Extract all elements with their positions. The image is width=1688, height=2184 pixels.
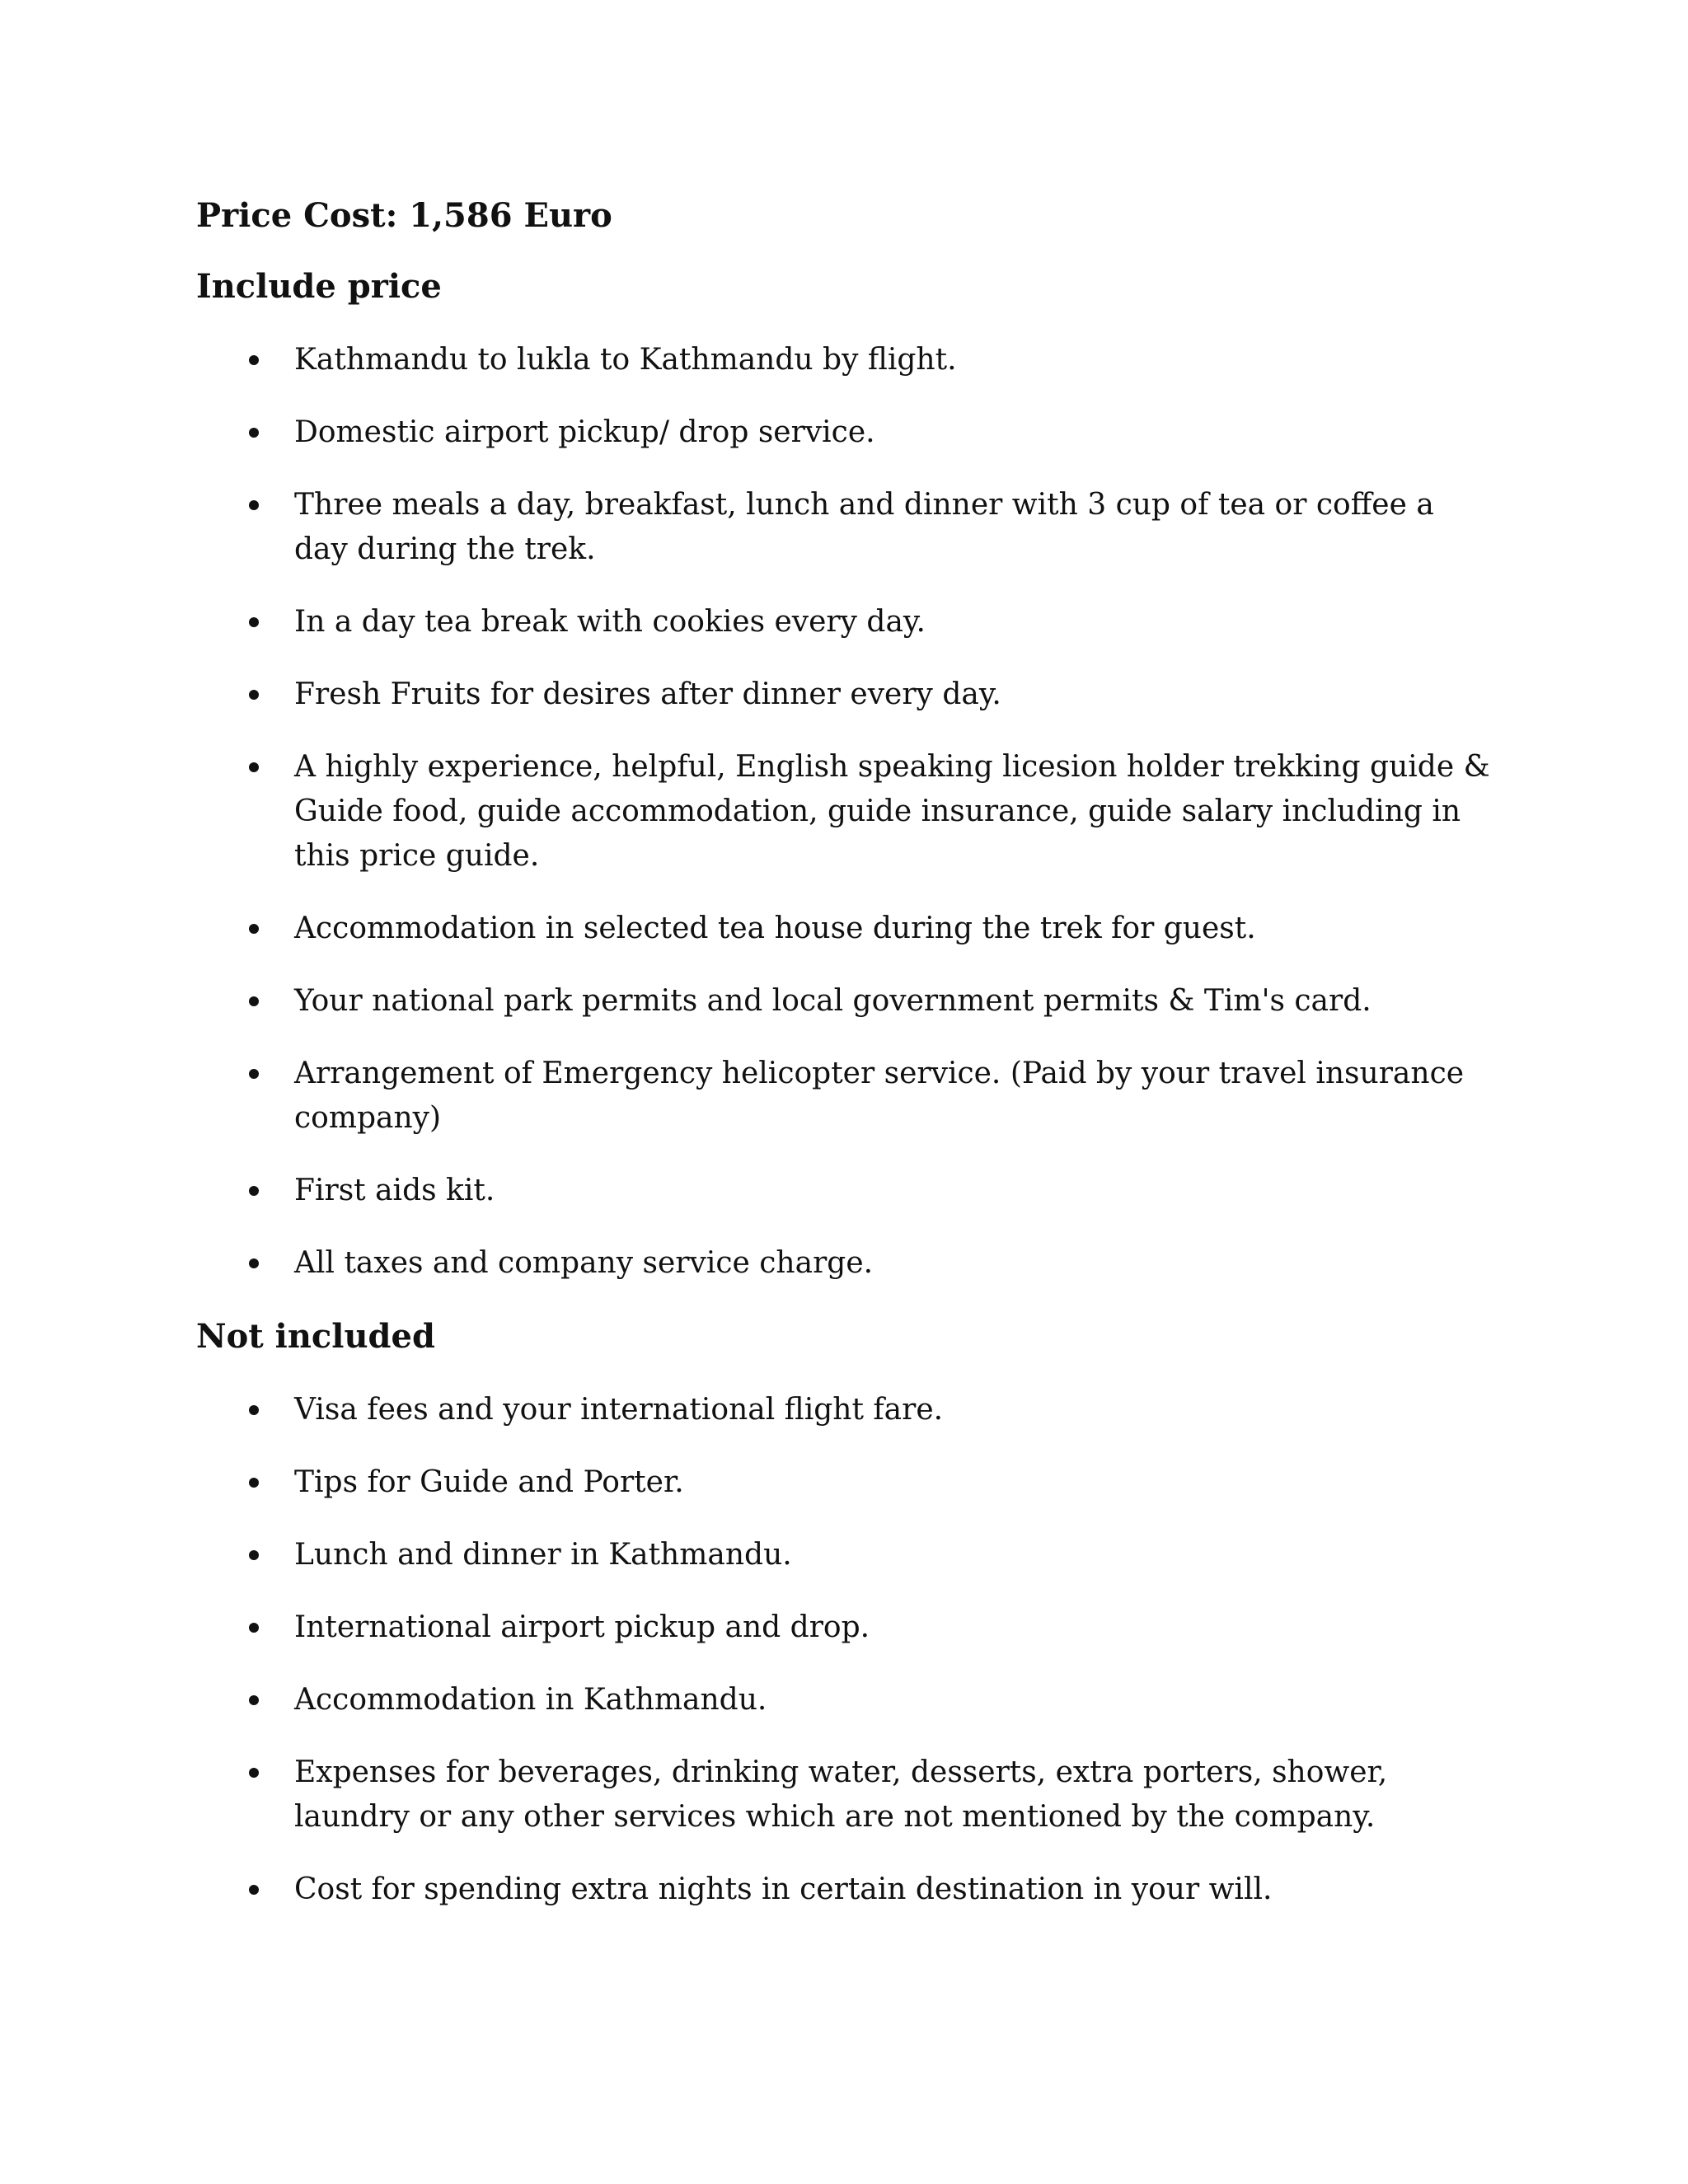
not-included-items-list: [196, 1388, 1490, 1912]
included-item: [196, 907, 1490, 951]
include-price-heading: Include price: [196, 267, 442, 306]
bullet-icon: [249, 1768, 259, 1778]
not-included-item-text: International airport pickup and drop.: [294, 1610, 870, 1644]
included-item-text: Arrangement of Emergency helicopter service. (Paid by your travel insurance company): [294, 1057, 1465, 1135]
included-items-list: [196, 338, 1490, 1286]
included-item-text: Kathmandu to lukla to Kathmandu by flight.: [294, 343, 957, 377]
included-item-text: First aids kit.: [294, 1174, 495, 1207]
not-included-item: [196, 1678, 1490, 1722]
bullet-icon: [249, 1478, 259, 1488]
included-item-text: Three meals a day, breakfast, lunch and dinner with 3 cup of tea or coffee a day during the trek.: [294, 488, 1434, 566]
included-item: [196, 1052, 1490, 1141]
not-included-item: [196, 1388, 1490, 1432]
bullet-icon: [249, 1885, 259, 1895]
not-included-heading: Not included: [196, 1317, 435, 1356]
bullet-icon: [249, 355, 259, 365]
included-item: [196, 745, 1490, 879]
not-included-item-text: Tips for Guide and Porter.: [294, 1465, 684, 1499]
price-cost-heading: Price Cost: 1,586 Euro: [196, 196, 612, 235]
included-item: [196, 673, 1490, 717]
included-item-text: Accommodation in selected tea house during the trek for guest.: [294, 912, 1256, 945]
bullet-icon: [249, 1695, 259, 1705]
not-included-item: [196, 1605, 1490, 1650]
included-item-text: All taxes and company service charge.: [294, 1246, 874, 1280]
bullet-icon: [249, 1623, 259, 1633]
bullet-icon: [249, 996, 259, 1006]
not-included-item: [196, 1460, 1490, 1505]
bullet-icon: [249, 1405, 259, 1415]
not-included-item-text: Lunch and dinner in Kathmandu.: [294, 1538, 792, 1572]
not-included-item: [196, 1533, 1490, 1577]
bullet-icon: [249, 924, 259, 934]
included-item: [196, 600, 1490, 644]
included-item: [196, 1169, 1490, 1213]
bullet-icon: [249, 762, 259, 772]
bullet-icon: [249, 1069, 259, 1079]
included-item-text: Domestic airport pickup/ drop service.: [294, 415, 875, 449]
not-included-item: [196, 1750, 1490, 1840]
included-item: [196, 979, 1490, 1024]
bullet-icon: [249, 1550, 259, 1560]
included-item-text: Fresh Fruits for desires after dinner every day.: [294, 677, 1001, 711]
bullet-icon: [249, 428, 259, 438]
included-item-text: In a day tea break with cookies every day.: [294, 605, 926, 639]
included-item: [196, 338, 1490, 382]
bullet-icon: [249, 617, 259, 627]
document-content: [196, 193, 1490, 1940]
included-item: [196, 410, 1490, 455]
included-item: [196, 483, 1490, 572]
bullet-icon: [249, 500, 259, 510]
included-item-text: A highly experience, helpful, English speaking licesion holder trekking guide & Guide food, guide accommodation, guide insurance, guide salary including in this price guide.: [294, 750, 1490, 873]
not-included-item-text: Visa fees and your international flight fare.: [294, 1393, 944, 1427]
included-item: [196, 1241, 1490, 1286]
not-included-item-text: Cost for spending extra nights in certain destination in your will.: [294, 1872, 1273, 1906]
not-included-item: [196, 1868, 1490, 1912]
not-included-item-text: Expenses for beverages, drinking water, desserts, extra porters, shower, laundry or any other services which are not mentioned by the company.: [294, 1755, 1388, 1834]
bullet-icon: [249, 1258, 259, 1268]
included-item-text: Your national park permits and local government permits & Tim's card.: [294, 984, 1372, 1018]
not-included-item-text: Accommodation in Kathmandu.: [294, 1683, 767, 1717]
bullet-icon: [249, 1186, 259, 1196]
bullet-icon: [249, 690, 259, 700]
